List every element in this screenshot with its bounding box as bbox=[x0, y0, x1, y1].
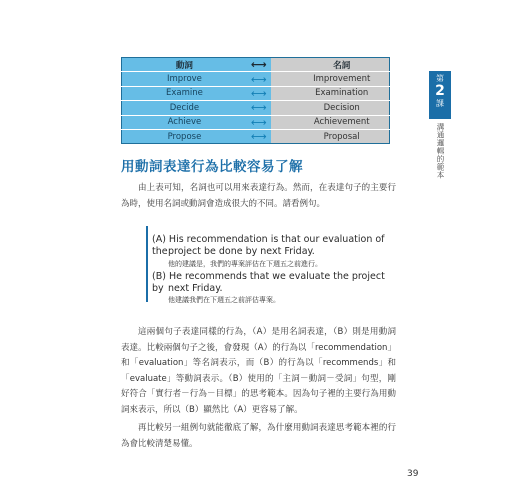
arrow-right-half bbox=[271, 58, 295, 72]
example-box bbox=[146, 226, 398, 302]
verb-cell: Improve bbox=[122, 72, 247, 86]
chapter-number: 2 bbox=[435, 83, 445, 99]
arrow-icon: ⟷ bbox=[247, 86, 271, 100]
arrow-right-half bbox=[271, 115, 295, 129]
arrow-right-half bbox=[271, 129, 295, 143]
chapter-subtitle: 溝通邏輯的範本 bbox=[436, 123, 445, 179]
verb-column-header: 動詞 bbox=[122, 58, 247, 72]
table-header-row bbox=[122, 58, 390, 72]
arrow-right-half bbox=[271, 101, 295, 115]
example-a-line2: project be done by next Friday. bbox=[168, 246, 315, 257]
chapter-suffix: 課 bbox=[436, 99, 444, 108]
table-row bbox=[122, 72, 390, 86]
body-paragraph bbox=[121, 325, 396, 418]
verb-cell: Propose bbox=[122, 129, 247, 143]
chapter-prefix: 第 bbox=[436, 74, 444, 83]
arrow-icon: ⟷ bbox=[247, 101, 271, 115]
section-title: 用動詞表達行為比較容易了解 bbox=[121, 159, 303, 175]
arrow-left-icon: ⟷ bbox=[247, 58, 271, 72]
closing-paragraph bbox=[121, 421, 396, 452]
table-row bbox=[122, 101, 390, 115]
table-row bbox=[122, 115, 390, 129]
example-a-translation: 他的建議是，我們的專案評估在下週五之前進行。 bbox=[168, 260, 322, 268]
verb-noun-table bbox=[121, 57, 390, 144]
example-b-translation: 他建議我們在下週五之前評估專案。 bbox=[168, 296, 280, 304]
closing-text: 再比較另一組例句就能徹底了解，為什麼用動詞表達思考範本裡的行為會比較清楚易懂。 bbox=[121, 423, 396, 449]
chapter-tab bbox=[429, 71, 451, 119]
noun-cell: Proposal bbox=[294, 129, 389, 143]
arrow-icon: ⟷ bbox=[247, 129, 271, 143]
example-a-line1: (A) His recommendation is that our evaluation of the bbox=[152, 234, 385, 257]
intro-text: 由上表可知，名詞也可以用來表達行為。然而，在表達句子的主要行為時，使用名詞或動詞會造成很大的不同。請看例句。 bbox=[121, 183, 396, 209]
table-row bbox=[122, 86, 390, 100]
example-b-line2: next Friday. bbox=[168, 283, 223, 294]
intro-paragraph bbox=[121, 181, 396, 212]
verb-cell: Decide bbox=[122, 101, 247, 115]
verb-cell: Achieve bbox=[122, 115, 247, 129]
noun-cell: Achievement bbox=[294, 115, 389, 129]
arrow-icon: ⟷ bbox=[247, 115, 271, 129]
noun-cell: Decision bbox=[294, 101, 389, 115]
body-text: 這兩個句子表達同樣的行為，（A）是用名詞表達，（B）則是用動詞表達。比較兩個句子之後，會發現（A）的行為以「recommendation」和「evaluation」等名詞表示，而（B）的行為以「recommends」和「evaluate」等動詞表示。（B）使用的「主詞－動詞－受詞」句型，剛好符合「實行者－行為－目標」的思考範本。因為句子裡的主要行為用動詞來表示，所以（B）顯然比（A）更容易了解。 bbox=[121, 327, 396, 415]
arrow-right-half bbox=[271, 86, 295, 100]
noun-cell: Examination bbox=[294, 86, 389, 100]
example-b-line1: (B) He recommends that we evaluate the project by bbox=[152, 271, 385, 294]
table-row bbox=[122, 129, 390, 143]
noun-cell: Improvement bbox=[294, 72, 389, 86]
noun-column-header: 名詞 bbox=[294, 58, 389, 72]
arrow-right-half bbox=[271, 72, 295, 86]
verb-cell: Examine bbox=[122, 86, 247, 100]
page-number: 39 bbox=[407, 469, 419, 479]
arrow-icon: ⟷ bbox=[247, 72, 271, 86]
